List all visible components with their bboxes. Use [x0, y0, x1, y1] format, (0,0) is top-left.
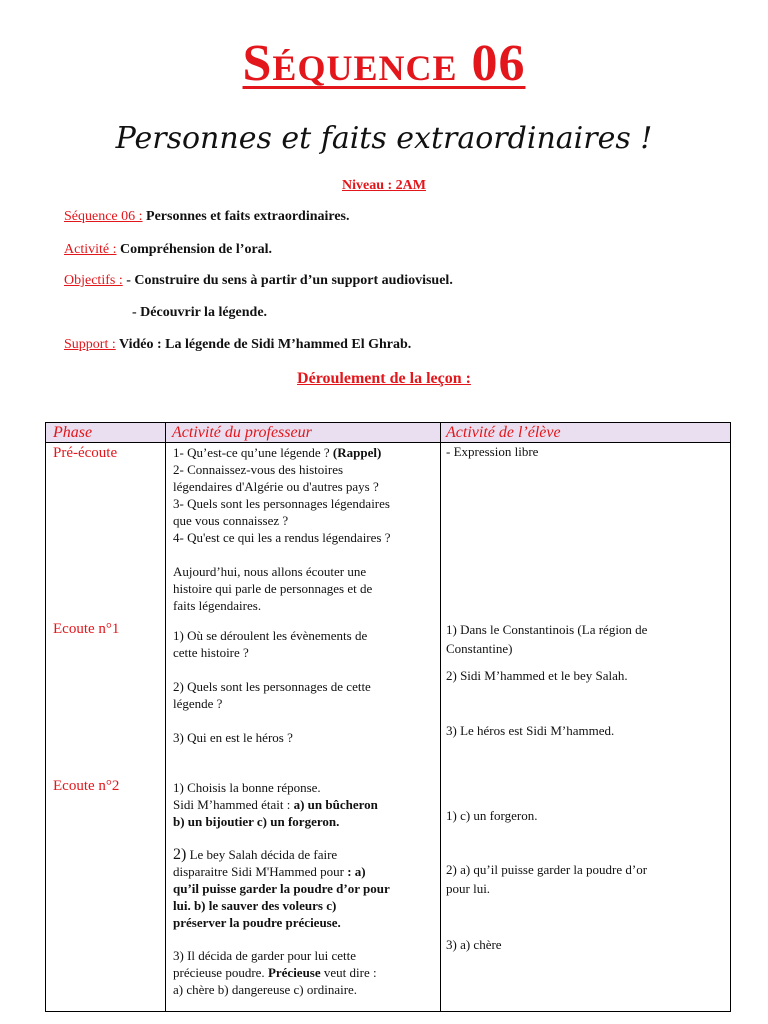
e2-a3: 3) a) chère	[446, 937, 502, 952]
e2-q3a: 3) Il décida de garder pour lui cette	[173, 948, 356, 963]
e2-a2	[446, 860, 728, 898]
e2-q3b	[173, 964, 435, 981]
header-professeur: Activité du professeur	[172, 424, 312, 441]
e2-q2e-bold: préserver la poudre précieuse.	[173, 915, 341, 930]
info-objectifs-value1: - Construire du sens à partir d’un support audiovisuel.	[122, 273, 453, 288]
e2-q2d-bold: lui. b) le sauver des voleurs c)	[173, 898, 337, 913]
info-activite	[64, 242, 272, 258]
e2-q3c: a) chère b) dangereuse c) ordinaire.	[173, 982, 358, 997]
e2-q1b	[173, 796, 435, 813]
e1-a1b: Constantine)	[446, 641, 513, 656]
info-sequence-value: Personnes et faits extraordinaires.	[142, 209, 350, 224]
e1-q3: 3) Qui en est le héros ?	[173, 730, 293, 745]
e2-q2a	[173, 846, 435, 863]
info-objectifs	[64, 273, 453, 289]
e2-q2b-text: disparaitre Sidi M'Hammed pour	[173, 864, 348, 879]
info-support-value: Vidéo : La légende de Sidi M’hammed El Ghrab.	[115, 337, 412, 352]
e2-q1b-bold: a) un bûcheron	[293, 797, 378, 812]
info-support	[64, 337, 411, 353]
niveau-label: Niveau : 2AM	[342, 178, 426, 193]
e2-q3b-end: veut dire :	[320, 965, 377, 980]
e2-q2	[173, 846, 435, 931]
pre-ecoute-answer: - Expression libre	[446, 444, 539, 459]
lesson-table	[45, 422, 731, 1012]
page-subtitle: Personnes et faits extraordinaires !	[115, 121, 653, 156]
pre-q1-text: 1- Qu’est-ce qu’une légende ?	[173, 445, 333, 460]
info-sequence-label: Séquence 06 :	[64, 209, 143, 224]
e1-q1b: cette histoire ?	[173, 645, 249, 660]
e2-q2b-bold: : a)	[347, 864, 366, 879]
e1-q1	[173, 627, 435, 661]
column-divider	[440, 423, 441, 1011]
e2-q2-num: 2)	[173, 846, 187, 863]
pre-q2b: légendaires d'Algérie ou d'autres pays ?	[173, 479, 379, 494]
e1-q2a: 2) Quels sont les personnages de cette	[173, 679, 371, 694]
e2-q3b-text: précieuse poudre.	[173, 965, 268, 980]
deroulement-heading: Déroulement de la leçon :	[297, 370, 471, 387]
pre-q3b: que vous connaissez ?	[173, 513, 289, 528]
pre-p1: Aujourd’hui, nous allons écouter une	[173, 564, 367, 579]
pre-q1	[173, 444, 435, 461]
pre-q2a: 2- Connaissez-vous des histoires	[173, 462, 344, 477]
e2-q1c-bold: b) un bijoutier c) un forgeron.	[173, 814, 340, 829]
table-header-row	[46, 423, 730, 443]
e2-q1a: 1) Choisis la bonne réponse.	[173, 780, 321, 795]
column-divider	[165, 423, 166, 1011]
info-objectifs-line2: - Découvrir la légende.	[132, 305, 268, 320]
pre-q4: 4- Qu'est ce qui les a rendus légendaires ?	[173, 530, 391, 545]
e2-q1	[173, 779, 435, 830]
e1-q2	[173, 678, 435, 712]
phase-ecoute-2: Ecoute n°2	[53, 778, 120, 794]
pre-p2: histoire qui parle de personnages et de	[173, 581, 373, 596]
pre-q3a: 3- Quels sont les personnages légendaires	[173, 496, 390, 511]
info-activite-value: Compréhension de l’oral.	[116, 242, 273, 257]
e1-q2b: légende ?	[173, 696, 223, 711]
pre-q1-bold: (Rappel)	[332, 445, 382, 460]
pre-ecoute-questions	[173, 444, 435, 614]
e2-a1: 1) c) un forgeron.	[446, 808, 538, 823]
e2-q2c-bold: qu’il puisse garder la poudre d’or pour	[173, 881, 390, 896]
e2-q3b-bold: Précieuse	[267, 965, 321, 980]
phase-pre-ecoute: Pré-écoute	[53, 445, 118, 461]
e2-q1b-text: Sidi M’hammed était :	[173, 797, 294, 812]
e1-a1a: 1) Dans le Constantinois (La région de	[446, 622, 648, 637]
e2-a2a: 2) a) qu’il puisse garder la poudre d’or	[446, 862, 648, 877]
e1-a1	[446, 620, 728, 658]
header-eleve: Activité de l’élève	[446, 424, 561, 441]
info-support-label: Support :	[64, 337, 116, 352]
phase-ecoute-1: Ecoute n°1	[53, 621, 120, 637]
e1-q1a: 1) Où se déroulent les évènements de	[173, 628, 368, 643]
e2-q2b	[173, 863, 435, 880]
header-phase: Phase	[53, 424, 93, 441]
e1-a2: 2) Sidi M’hammed et le bey Salah.	[446, 668, 628, 683]
e2-q3	[173, 947, 435, 998]
info-sequence	[64, 209, 350, 225]
page-title: Séquence 06	[242, 35, 526, 92]
info-objectifs-label: Objectifs :	[64, 273, 123, 288]
e1-a3: 3) Le héros est Sidi M’hammed.	[446, 723, 615, 738]
e2-q2a-text: Le bey Salah décida de faire	[186, 847, 338, 862]
pre-p3: faits légendaires.	[173, 598, 262, 613]
info-activite-label: Activité :	[64, 242, 117, 257]
e2-a2b: pour lui.	[446, 881, 491, 896]
